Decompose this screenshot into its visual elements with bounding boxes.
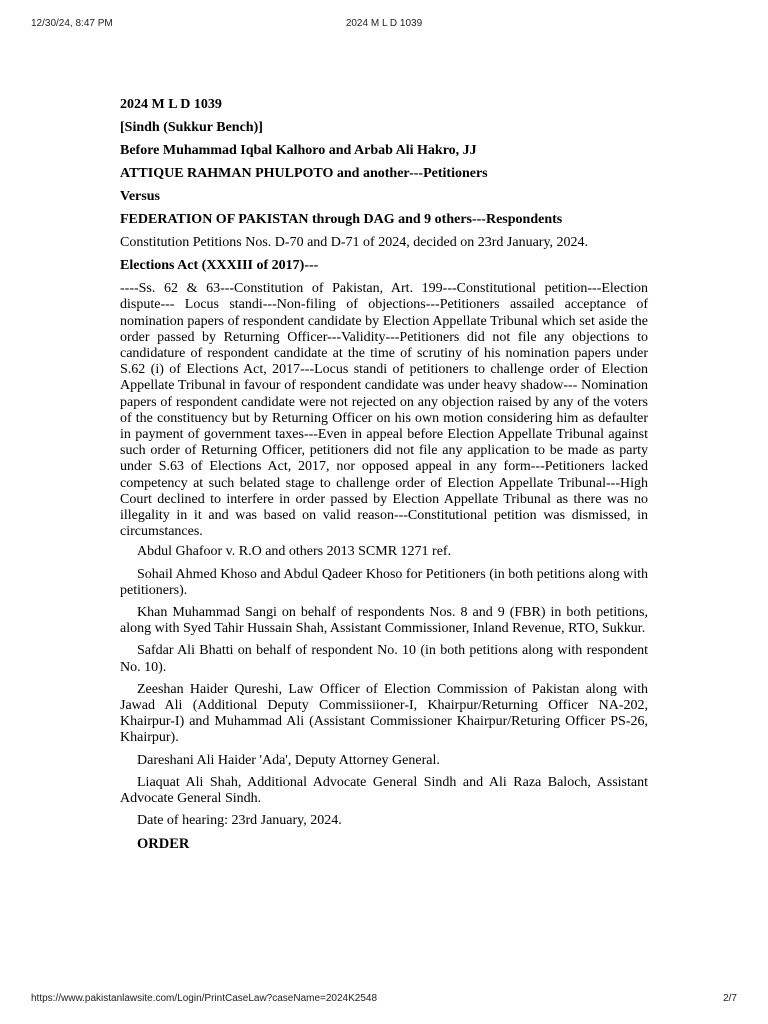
- case-document: [120, 97, 648, 852]
- hearing-date: Date of hearing: 23rd January, 2024.: [137, 813, 342, 829]
- counsel-entry: Safdar Ali Bhatti on behalf of respondent No. 10 (in both petitions along with respondent No. 10).: [120, 643, 648, 675]
- case-citation: 2024 M L D 1039: [120, 97, 222, 112]
- print-datetime: 12/30/24, 8:47 PM: [31, 18, 113, 29]
- counsel-entry: Sohail Ahmed Khoso and Abdul Qadeer Khoso for Petitioners (in both petitions along with petitioners).: [120, 566, 648, 598]
- counsel-entry: Dareshani Ali Haider 'Ada', Deputy Attorney General.: [137, 752, 440, 768]
- bench: Before Muhammad Iqbal Kalhoro and Arbab Ali Hakro, JJ: [120, 143, 477, 158]
- headnote: ----Ss. 62 & 63---Constitution of Pakistan, Art. 199---Constitutional petition---Election dispute--- Locus standi---Non-filing of objections---Petitioners assailed acceptance of nomination papers of respondent candidate by Election Appellate Tribunal which set aside the order passed by Returning Officer---Validity---Petitioners did not file any objections to candidature of respondent candidate at the time of scrutiny of his nomination papers under S.62 (i) of Elections Act, 2017---Locus standi of petitioners to challenge order of Election Appellate Tribunal in favour of respondent candidate was under heavy shadow--- Nomination papers of respondent candidate were not rejected on any objection raised by any of the voters of the constituency but by Returning Officer on his own motion considering him as defaulter in payment of government taxes---Even in appeal before Election Appellate Tribunal against such order of Returning Officer, petitioners did not file any application to be made as party under S.63 of Elections Act, 2017, nor opposed appeal in any form---Petitioners lacked competency at such belated stage to challenge order of Election Appellate Tribunal---High Court declined to interfere in order passed by Election Appellate Tribunal as there was no illegality in it and was based on valid reason---Constitutional petition was dismissed, in circumstances.: [120, 281, 648, 540]
- source-url-link[interactable]: https://www.pakistanlawsite.com/Login/PrintCaseLaw?caseName=2024K2548: [31, 993, 378, 1004]
- petition-info: Constitution Petitions Nos. D-70 and D-71 of 2024, decided on 23rd January, 2024.: [120, 235, 589, 250]
- counsel-entry: Zeeshan Haider Qureshi, Law Officer of Election Commission of Pakistan along with Jawad Ali (Additional Deputy Commissiioner-I, Khairpur/Returning Officer NA-202, Khairpur-I) and Muhammad Ali (Assistant Commissioner Khairpur/Returing Officer PS-26, Khairpur).: [120, 681, 648, 746]
- print-header: [31, 18, 737, 32]
- respondents: FEDERATION OF PAKISTAN through DAG and 9 others---Respondents: [120, 212, 563, 227]
- versus: Versus: [120, 189, 160, 204]
- court-name: [Sindh (Sukkur Bench)]: [120, 120, 263, 135]
- print-footer: [31, 993, 737, 1007]
- counsel-entry: Liaquat Ali Shah, Additional Advocate General Sindh and Ali Raza Baloch, Assistant Advocate General Sindh.: [120, 774, 648, 807]
- print-title: 2024 M L D 1039: [345, 18, 423, 29]
- petitioners: ATTIQUE RAHMAN PHULPOTO and another---Petitioners: [120, 166, 488, 181]
- order-heading: ORDER: [137, 835, 190, 852]
- counsel-entry: Khan Muhammad Sangi on behalf of respondents Nos. 8 and 9 (FBR) in both petitions, along with Syed Tahir Hussain Shah, Assistant Commissioner, Inland Revenue, RTO, Sukkur.: [120, 605, 648, 637]
- case-reference: Abdul Ghafoor v. R.O and others 2013 SCMR 1271 ref.: [137, 544, 452, 560]
- page-number: 2/7: [723, 993, 737, 1004]
- statute-heading: Elections Act (XXXIII of 2017)---: [120, 258, 319, 274]
